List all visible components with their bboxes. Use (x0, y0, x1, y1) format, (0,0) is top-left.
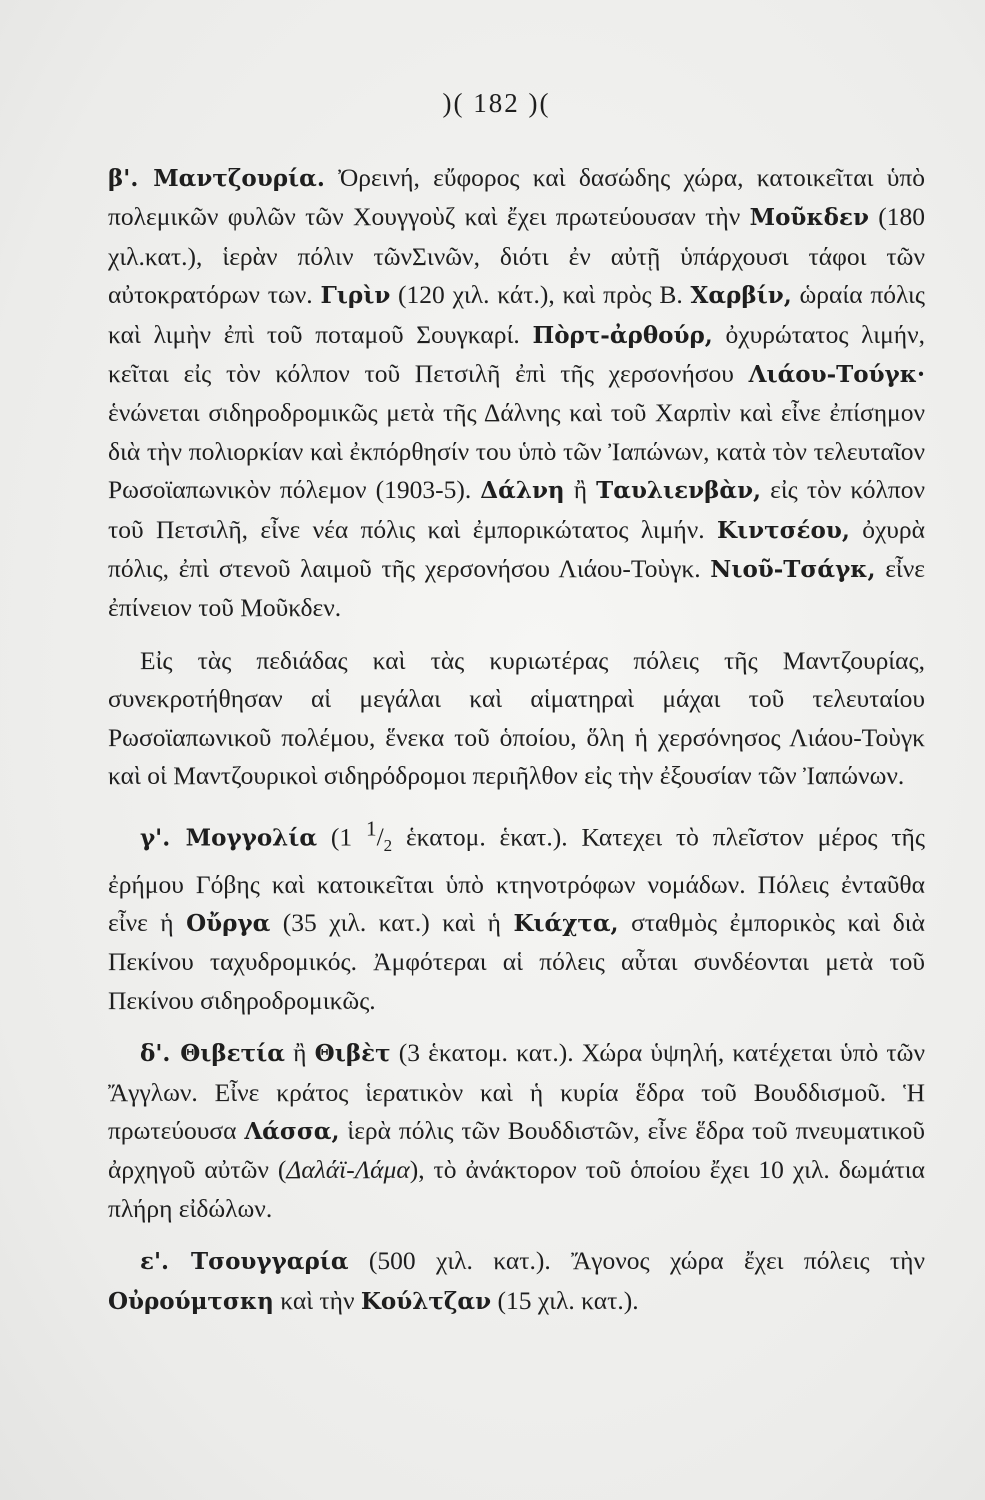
text-run: Εἰς τὰς πεδιάδας καὶ τὰς κυριωτέρας πόλεις τῆς Μαντζουρίας, συνεκροτήθησαν αἱ μεγάλαι καὶ αἱματηραὶ μάχαι τοῦ τελευταίου Ρωσοϊαπωνικοῦ πολέμου, ἕνεκα τοῦ ὁποίου, ὅλη ἡ χερσόνησος Λιάου-Τοὺγκ καὶ οἱ Μαντζουρικοὶ σιδηρόδρομοι περιῆλθον εἰς τὴν ἐξουσίαν τῶν Ἰαπώνων. (108, 645, 925, 791)
text-run: Ὀρεινή, εὔφορος καὶ δασώδης χώρα, κατοικεῖται ὑπὸ πολεμικῶν φυλῶν τῶν Χουγγοὺζ καὶ ἔχει πρωτεύουσαν τὴν (108, 163, 925, 232)
text-run: ), τὸ ἀνάκτορον τοῦ ὁποίου ἔχει 10 χιλ. δωμάτια πλήρη εἰδώλων. (108, 1155, 926, 1223)
text-run: ἑκατομ. ἑκατ.). Κατεχει τὸ πλεῖστον μέρος τῆς ἐρήμου Γόβης καὶ κατοικεῖται ὑπὸ κτηνοτρόφων νομάδων. Πόλεις ἐνταῦθα εἶνε ἡ (108, 822, 925, 937)
text-run: (180 χιλ.κατ.), ἱερὰν πόλιν τῶνΣινῶν, διότι ἐν αὐτῇ ὑπάρχουσι τάφοι τῶν αὐτοκρατόρων των. (108, 202, 926, 310)
bold-term: Κιντσέου, (717, 516, 850, 544)
bold-term: Δάλνη (480, 477, 565, 505)
text-run: (3 ἑκατομ. κατ.). Χώρα ὑψηλή, κατέχεται ὑπὸ τῶν Ἄγγλων. Εἶνε κράτος ἱερατικὸν καὶ ἡ κυρία ἕδρα τοῦ Βουδδισμοῦ. Ἡ πρωτεύουσα (108, 1038, 925, 1145)
bold-term: Οὔργα (186, 909, 271, 937)
paragraph-manchuria (108, 159, 925, 628)
paragraph-mongolia (108, 810, 925, 1021)
fraction: $^1/_2$ (365, 816, 393, 856)
text-run: εἰς τὸν κόλπον τοῦ Πετσιλῆ, εἶνε νέα πόλις καὶ ἐμπορικώτατος λιμήν. (108, 475, 925, 544)
paragraph-tibet (108, 1034, 925, 1228)
bold-term: Οὐρούμτσκη (108, 1287, 274, 1315)
text-run: ἑνώνεται σιδηροδρομικῶς μετὰ τῆς Δάλνης καὶ τοῦ Χαρπὶν καὶ εἶνε ἐπίσημον διὰ τὴν πολιορκίαν καὶ ἐκπόρθησίν του ὑπὸ τῶν Ἰαπώνων, κατὰ τὸν τελευταῖον Ρωσοϊαπωνικὸν πόλεμον (1903-5). (108, 398, 925, 505)
bold-term: Κούλτζαν (360, 1287, 492, 1315)
text-run: σταθμὸς ἐμπορικὸς καὶ διὰ Πεκίνου ταχυδρομικός. Ἀμφότεραι αἱ πόλεις αὗται συνδέονται μετὰ τοῦ Πεκίνου σιδηροδρομικῶς. (108, 907, 925, 1015)
text-run: ὀχυρὰ πόλις, ἐπὶ στενοῦ λαιμοῦ τῆς χερσονήσου Λιάου-Τοὺγκ. (108, 514, 926, 584)
bold-term: Ταυλιενβὰν, (596, 477, 762, 505)
paragraph-battles (108, 642, 925, 796)
text-run: ὀχυρώτατος λιμήν, κεῖται εἰς τὸν κόλπον τοῦ Πετσιλῆ ἐπὶ τῆς χερσονήσου (108, 319, 925, 389)
text-run: (1 (317, 822, 366, 851)
bold-term: γ'. Μογγολία (140, 824, 318, 851)
bold-term: β'. Μαντζουρία. (108, 165, 325, 192)
bold-term: δ'. Θιβετία (140, 1040, 285, 1068)
bold-term: ε'. Τσουγγαρία (140, 1248, 349, 1276)
text-run: ἢ (284, 1038, 315, 1068)
bold-term: Γιρὶν (320, 282, 391, 310)
text-run: ὡραία πόλις καὶ λιμὴν ἐπὶ τοῦ ποταμοῦ Σουγκαρί. (108, 280, 926, 349)
bold-term: Κιάχτα, (513, 909, 619, 937)
bold-term: Πὸρτ-ἀρθούρ, (532, 321, 713, 349)
bold-term: Λάσσα, (244, 1117, 340, 1145)
text-run: (500 χιλ. κατ.). Ἄγονος χώρα ἔχει πόλεις τὴν (348, 1246, 925, 1276)
text-run: ἱερὰ πόλις τῶν Βουδδιστῶν, εἶνε ἕδρα τοῦ πνευματικοῦ ἀρχηγοῦ αὐτῶν ( (108, 1115, 925, 1185)
text-run: (120 χιλ. κάτ.), καὶ πρὸς Β. (390, 280, 691, 310)
bold-term: Λιάου-Τούγκ· (748, 361, 925, 389)
bold-term: Χαρβίν, (690, 282, 792, 310)
italic-term: Δαλάϊ-Λάμα (286, 1155, 410, 1185)
page-number: )( 182 )( (442, 88, 551, 118)
bold-term: Νιοῦ-Τσάγκ, (710, 556, 876, 584)
bold-term: Θιβὲτ (314, 1040, 391, 1068)
text-run: (15 χιλ. κατ.). (491, 1285, 639, 1315)
bold-term: Μοῦκδεν (749, 204, 869, 232)
text-run: καὶ τὴν (273, 1285, 361, 1315)
text-run: (35 χιλ. κατ.) καὶ ἡ (270, 907, 514, 937)
text-run: ἢ (564, 475, 597, 505)
paragraph-dzungaria (108, 1242, 925, 1321)
text-run: εἶνε ἐπίνειον τοῦ Μοῦκδεν. (108, 554, 925, 623)
